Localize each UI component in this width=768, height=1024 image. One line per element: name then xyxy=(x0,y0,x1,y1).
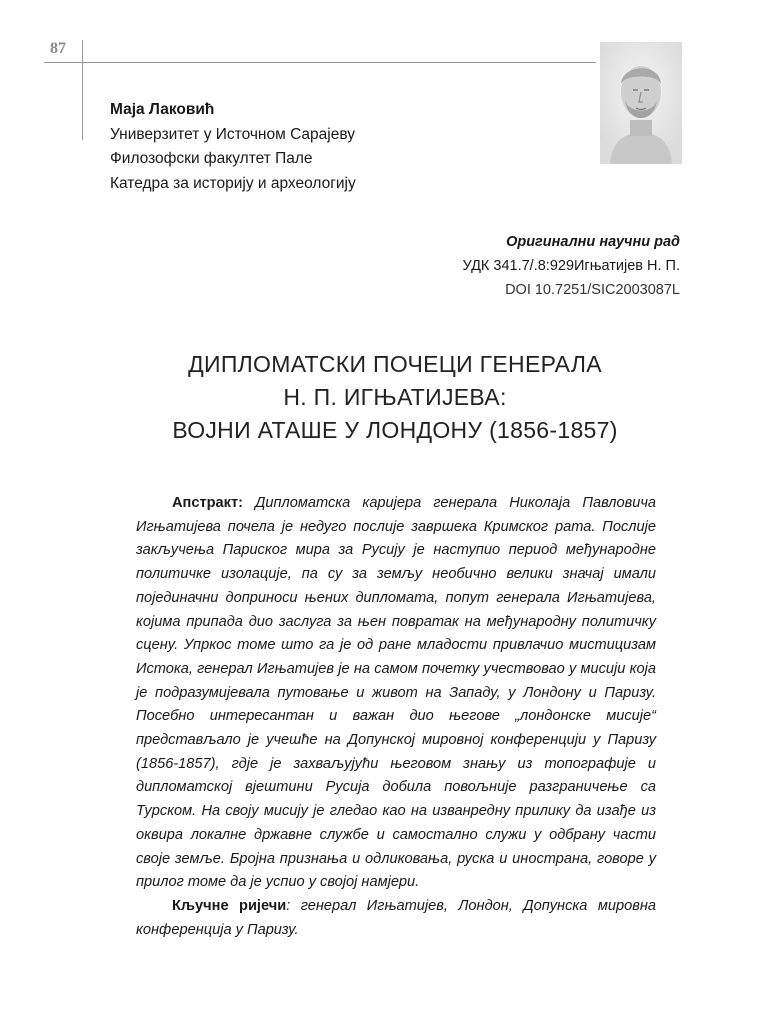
keywords-paragraph xyxy=(136,895,656,942)
author-department: Катедра за историју и археологију xyxy=(110,174,356,192)
title-line-1: ДИПЛОМАТСКИ ПОЧЕЦИ ГЕНЕРАЛА xyxy=(188,351,602,377)
header-rule-vertical xyxy=(82,40,83,140)
doi: DOI 10.7251/SIC2003087L xyxy=(505,282,680,298)
paper-type: Оригинални научни рад xyxy=(506,234,680,250)
author-university: Универзитет у Источном Сарајеву xyxy=(110,125,356,143)
page-number: 87 xyxy=(50,40,66,57)
header-rule-horizontal xyxy=(44,62,596,63)
abstract-section xyxy=(136,492,656,942)
author-block xyxy=(110,98,356,196)
author-faculty: Филозофски факултет Пале xyxy=(110,150,313,167)
paper-meta xyxy=(463,230,680,302)
keywords-label: Кључне ријечи xyxy=(172,897,287,914)
udk-code: УДК 341.7/.8:929Игњатијев Н. П. xyxy=(462,258,680,274)
abstract-text: Дипломатска каријера генерала Николаја Павловича Игњатијева почела је недуго послије завршека Кримског рата. Послије закључења Париског мира за Русију је наступио период међународне политичке изолације, па су за земљу необично велики значај имали појединачни доприноси њених дипломата, попут генерала Игњатијева, којима припада дио заслуга за њен повратак на међународну политичку сцену. Упркос томе што га је од ране младости привлачио мистицизам Истока, генерал Игњатијев је на самом почетку учествовао у мисији која је подразумијевала путовање и живот на Западу, у Лондону и Паризу. Посебно интересантан и важан дио његове „лондонске мисије“ представљало је учешће на Допунској мировној конференцији у Паризу (1856-1857), гдје је захваљујући његовом знању из топографије и дипломатској вјештини Русија добила повољније разграничење са Турском. На своју мисију је гледао као на изванредну прилику да изађе из оквира локалне државне службе и самостално служи у одбрану части своје земље. Бројна признања и одликовања, руска и иностранa, говоре у прилог томе да је успио у својој намјери. xyxy=(136,495,656,891)
philosopher-bust-icon xyxy=(600,42,682,164)
abstract-paragraph xyxy=(136,492,656,895)
keywords-text: : генерал Игњатијев, Лондон, Допунска мировна конференција у Паризу. xyxy=(136,897,656,938)
author-name: Маја Лаковић xyxy=(110,101,215,118)
paper-title xyxy=(60,348,730,447)
title-line-2: Н. П. ИГЊАТИЈЕВА: xyxy=(283,384,507,410)
title-line-3: ВОЈНИ АТАШЕ У ЛОНДОНУ (1856-1857) xyxy=(172,417,618,443)
abstract-label: Апстракт: xyxy=(172,495,243,511)
